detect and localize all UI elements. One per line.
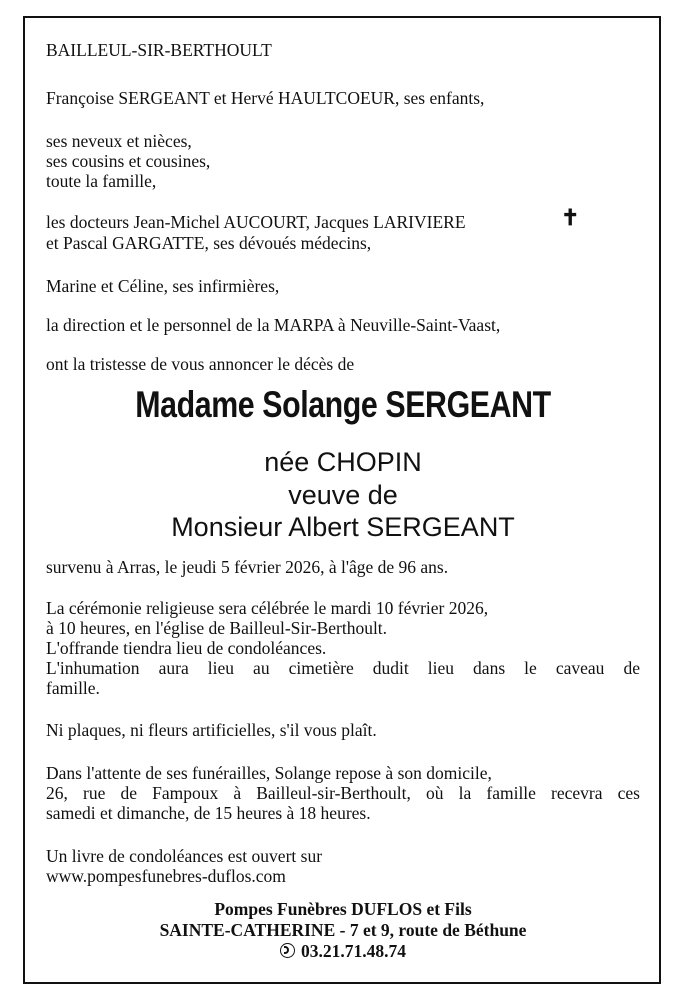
ceremony-line: à 10 heures, en l'église de Bailleul-Sir-Berthoult. <box>46 618 388 638</box>
phone-icon <box>280 943 295 958</box>
ceremony-line: L'offrande tiendra lieu de condoléances. <box>46 638 327 658</box>
funeral-home-phone-row <box>0 941 686 962</box>
cross-icon: ✝ <box>561 205 580 230</box>
condolences-website: www.pompesfunebres-duflos.com <box>46 866 286 886</box>
death-details: survenu à Arras, le jeudi 5 février 2026, à l'âge de 96 ans. <box>46 557 449 577</box>
funeral-home-phone: 03.21.71.48.74 <box>301 941 406 961</box>
deceased-name: Madame Solange SERGEANT <box>135 384 551 425</box>
funeral-home-address: SAINTE-CATHERINE - 7 et 9, route de Béthune <box>159 920 527 940</box>
staff-line: la direction et le personnel de la MARPA à Neuville-Saint-Vaast, <box>46 315 501 335</box>
spouse-name: Monsieur Albert SERGEANT <box>171 512 515 542</box>
condolences-line: Un livre de condoléances est ouvert sur <box>46 846 323 866</box>
wake-line: 26, rue de Fampoux à Bailleul-sir-Berthoult, où la famille recevra ces <box>46 783 640 803</box>
children-line: Françoise SERGEANT et Hervé HAULTCOEUR, ses enfants, <box>46 88 485 108</box>
relatives-line: toute la famille, <box>46 171 157 191</box>
ceremony-line: La cérémonie religieuse sera célébrée le mardi 10 février 2026, <box>46 598 489 618</box>
no-flowers-line: Ni plaques, ni fleurs artificielles, s'il vous plaît. <box>46 720 377 740</box>
funeral-home-name: Pompes Funèbres DUFLOS et Fils <box>214 899 472 919</box>
location-heading: BAILLEUL-SIR-BERTHOULT <box>46 40 272 60</box>
ceremony-line: famille. <box>46 678 100 698</box>
relatives-line: ses neveux et nièces, <box>46 131 192 151</box>
maiden-name: née CHOPIN <box>264 447 422 477</box>
announcement-line: ont la tristesse de vous annoncer le décès de <box>46 354 355 374</box>
wake-line: samedi et dimanche, de 15 heures à 18 heures. <box>46 803 371 823</box>
doctors-line: les docteurs Jean-Michel AUCOURT, Jacques LARIVIERE <box>46 212 466 232</box>
ceremony-line: L'inhumation aura lieu au cimetière dudit lieu dans le caveau de <box>46 658 640 678</box>
relatives-line: ses cousins et cousines, <box>46 151 211 171</box>
nurses-line: Marine et Céline, ses infirmières, <box>46 276 280 296</box>
widow-label: veuve de <box>288 480 398 510</box>
doctors-line: et Pascal GARGATTE, ses dévoués médecins, <box>46 233 372 253</box>
wake-line: Dans l'attente de ses funérailles, Solange repose à son domicile, <box>46 763 492 783</box>
